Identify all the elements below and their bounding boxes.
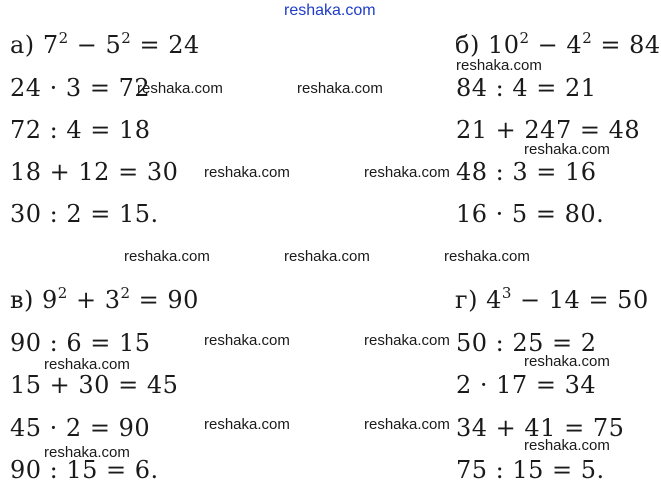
problem-g-step-1: 50 : 25 = 2 <box>456 329 597 357</box>
problem-v-step-3: 45 · 2 = 90 <box>10 414 151 442</box>
watermark: reshaka.com <box>297 80 383 97</box>
problem-v-equation: в) $9^2 + 3^2 = 90$ <box>10 284 199 314</box>
watermark: reshaka.com <box>364 164 450 181</box>
problem-g-step-3: 34 + 41 = 75 <box>456 414 625 442</box>
watermark-top: reshaka.com <box>284 2 376 19</box>
watermark: reshaka.com <box>524 141 610 158</box>
problem-a-step-4: 30 : 2 = 15. <box>10 200 159 228</box>
watermark: reshaka.com <box>204 164 290 181</box>
watermark: reshaka.com <box>284 248 370 265</box>
problem-a-equation: а) $7^2 - 5^2 = 24$ <box>10 29 200 59</box>
problem-b-step-4: 16 · 5 = 80. <box>456 200 605 228</box>
watermark: reshaka.com <box>444 248 530 265</box>
problem-g-step-2: 2 · 17 = 34 <box>456 371 597 399</box>
watermark: reshaka.com <box>44 444 130 461</box>
problem-g-step-4: 75 : 15 = 5. <box>456 456 605 484</box>
watermark: reshaka.com <box>137 80 223 97</box>
watermark: reshaka.com <box>44 356 130 373</box>
problem-b-step-1: 84 : 4 = 21 <box>456 74 597 102</box>
watermark: reshaka.com <box>456 57 542 74</box>
watermark: reshaka.com <box>364 332 450 349</box>
problem-v-step-4: 90 : 15 = 6. <box>10 456 159 484</box>
problem-b-equation: б) $10^2 - 4^2 = 84$ <box>455 29 661 59</box>
problem-a-step-2: 72 : 4 = 18 <box>10 116 151 144</box>
problem-a-step-3: 18 + 12 = 30 <box>10 158 179 186</box>
watermark: reshaka.com <box>524 437 610 454</box>
problem-v-step-1: 90 : 6 = 15 <box>10 329 151 357</box>
watermark: reshaka.com <box>364 416 450 433</box>
problem-b-step-3: 48 : 3 = 16 <box>456 158 597 186</box>
problem-g-equation: г) $4^3 - 14 = 50$ <box>455 284 649 314</box>
watermark: reshaka.com <box>204 416 290 433</box>
problem-a-step-1: 24 · 3 = 72 <box>10 74 151 102</box>
watermark: reshaka.com <box>524 353 610 370</box>
watermark: reshaka.com <box>124 248 210 265</box>
watermark: reshaka.com <box>204 332 290 349</box>
problem-b-step-2: 21 + 247 = 48 <box>456 116 641 144</box>
problem-v-step-2: 15 + 30 = 45 <box>10 371 179 399</box>
